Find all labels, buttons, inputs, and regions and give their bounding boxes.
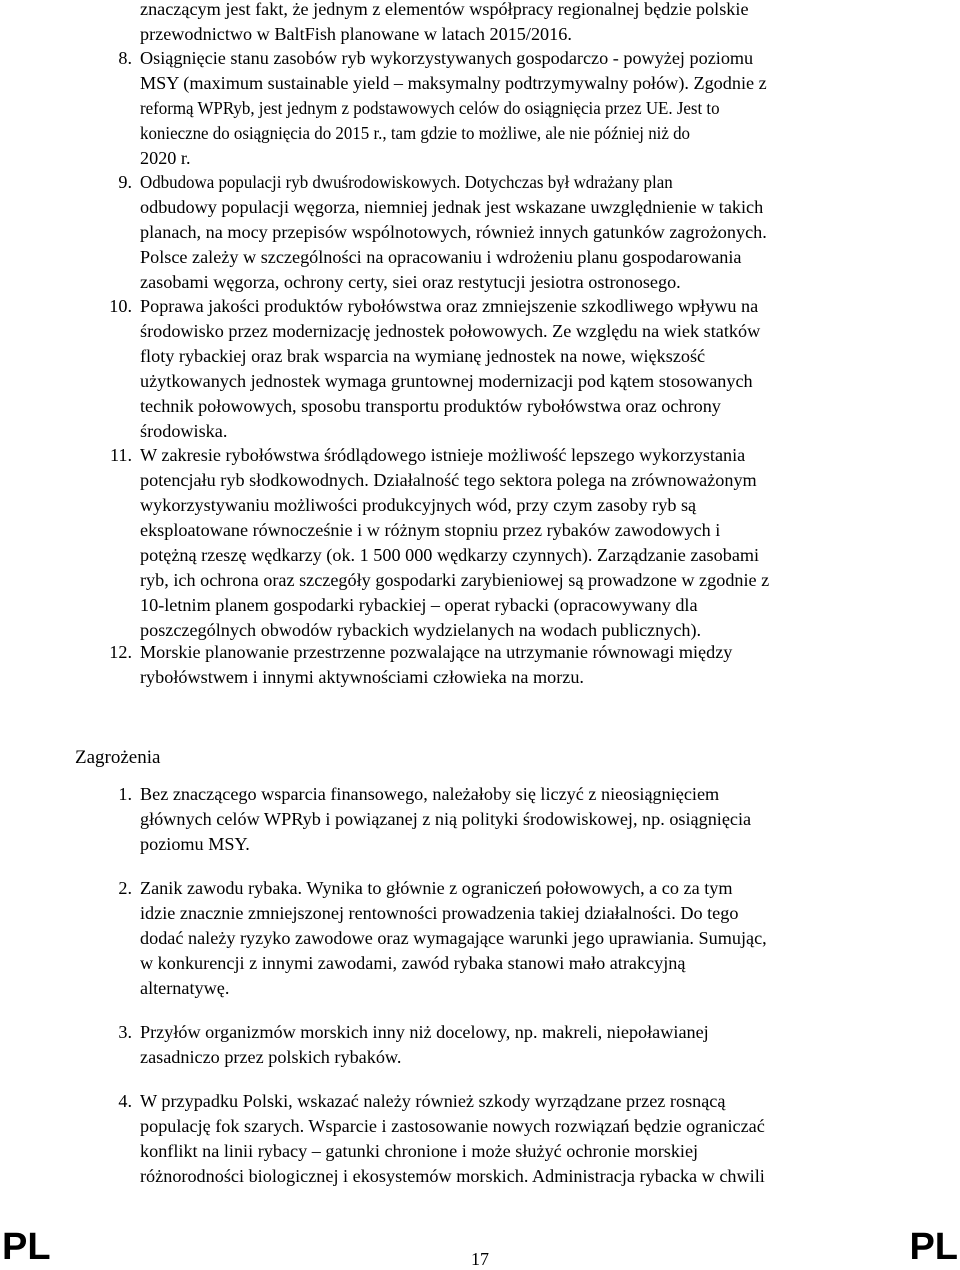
list-number: 2. bbox=[118, 878, 132, 898]
list-number: 3. bbox=[118, 1022, 132, 1042]
paragraph-line: technik połowowych, sposobu transportu produktów rybołówstwa oraz ochrony bbox=[140, 396, 721, 416]
paragraph-line: Bez znaczącego wsparcia finansowego, należałoby się liczyć z nieosiągnięciem bbox=[140, 784, 720, 804]
paragraph-line: dodać należy ryzyko zawodowe oraz wymagające warunki jego uprawiania. Sumując, bbox=[140, 928, 767, 948]
paragraph-line: znaczącym jest fakt, że jednym z elementów współpracy regionalnej będzie polskie bbox=[140, 0, 749, 19]
paragraph-line: Przyłów organizmów morskich inny niż docelowy, np. makreli, niepoławianej bbox=[140, 1022, 709, 1042]
paragraph-line: zasobami węgorza, ochrony certy, siei oraz restytucji jesiotra ostronosego. bbox=[140, 272, 681, 292]
paragraph-line: Zanik zawodu rybaka. Wynika to głównie z ograniczeń połowowych, a co za tym bbox=[140, 878, 733, 898]
footer-language-right: PL bbox=[909, 1226, 958, 1268]
paragraph-line: floty rybackiej oraz brak wsparcia na wymianę jednostek na nowe, większość bbox=[140, 346, 706, 366]
paragraph-line: środowiska. bbox=[140, 421, 228, 441]
paragraph-line: Morskie planowanie przestrzenne pozwalające na utrzymanie równowagi między bbox=[140, 642, 733, 662]
paragraph-line: eksploatowane równocześnie i w różnym stopniu przez rybaków zawodowych i bbox=[140, 520, 721, 540]
paragraph-line: zasadniczo przez polskich rybaków. bbox=[140, 1047, 402, 1067]
paragraph-line: konflikt na linii rybacy – gatunki chronione i może służyć ochronie morskiej bbox=[140, 1141, 699, 1161]
paragraph-line: alternatywę. bbox=[140, 978, 230, 998]
paragraph-line: reformą WPRyb, jest jednym z podstawowych celów do osiągnięcia przez UE. Jest to bbox=[140, 98, 720, 118]
paragraph-line: ryb, ich ochrona oraz szczegóły gospodarki zarybieniowej są prowadzone w zgodnie z bbox=[140, 570, 770, 590]
paragraph-line: W zakresie rybołówstwa śródlądowego istnieje możliwość lepszego wykorzystania bbox=[140, 445, 746, 465]
paragraph-line: przewodnictwo w BaltFish planowane w latach 2015/2016. bbox=[140, 24, 572, 44]
paragraph-line: 10-letnim planem gospodarki rybackiej – operat rybacki (opracowywany dla bbox=[140, 595, 698, 615]
paragraph-line: Poprawa jakości produktów rybołówstwa oraz zmniejszenie szkodliwego wpływu na bbox=[140, 296, 759, 316]
paragraph-line: wykorzystywaniu możliwości produkcyjnych wód, przy czym zasoby ryb są bbox=[140, 495, 697, 515]
paragraph-line: idzie znacznie zmniejszonej rentowności prowadzenia takiej działalności. Do tego bbox=[140, 903, 739, 923]
page-number: 17 bbox=[471, 1249, 489, 1269]
paragraph-line: MSY (maximum sustainable yield – maksymalny podtrzymywalny połów). Zgodnie z bbox=[140, 73, 767, 93]
section-heading: Zagrożenia bbox=[75, 747, 161, 768]
paragraph-line: w konkurencji z innymi zawodami, zawód rybaka stanowi mało atrakcyjną bbox=[140, 953, 686, 973]
list-number: 8. bbox=[118, 48, 132, 68]
paragraph-line: potężną rzeszę wędkarzy (ok. 1 500 000 wędkarzy czynnych). Zarządzanie zasobami bbox=[140, 545, 760, 565]
footer-language-left: PL bbox=[2, 1226, 51, 1268]
list-number: 10. bbox=[109, 296, 132, 316]
list-number: 12. bbox=[109, 642, 132, 662]
list-number: 11. bbox=[109, 445, 132, 465]
paragraph-line: 2020 r. bbox=[140, 148, 191, 168]
list-number: 9. bbox=[118, 172, 132, 192]
paragraph-line: głównych celów WPRyb i powiązanej z nią polityki środowiskowej, np. osiągnięcia bbox=[140, 809, 752, 829]
paragraph-line: Osiągnięcie stanu zasobów ryb wykorzystywanych gospodarczo - powyżej poziomu bbox=[140, 48, 754, 68]
paragraph-line: poszczególnych obwodów rybackich wydzielanych na wodach publicznych). bbox=[140, 620, 702, 640]
paragraph-line: potencjału ryb słodkowodnych. Działalność tego sektora polega na zrównoważonym bbox=[140, 470, 757, 490]
paragraph-line: środowisko przez modernizację jednostek połowowych. Ze względu na wiek statków bbox=[140, 321, 761, 341]
paragraph-line: rybołówstwem i innymi aktywnościami człowieka na morzu. bbox=[140, 667, 584, 687]
paragraph-line: konieczne do osiągnięcia do 2015 r., tam gdzie to możliwe, ale nie później niż do bbox=[140, 123, 691, 143]
paragraph-line: planach, na mocy przepisów wspólnotowych, również innych gatunków zagrożonych. bbox=[140, 222, 767, 242]
paragraph-line: użytkowanych jednostek wymaga gruntownej modernizacji pod kątem stosowanych bbox=[140, 371, 753, 391]
paragraph-line: Polsce zależy w szczególności na opracowaniu i wdrożeniu planu gospodarowania bbox=[140, 247, 742, 267]
paragraph-line: poziomu MSY. bbox=[140, 834, 250, 854]
paragraph-line: różnorodności biologicznej i ekosystemów morskich. Administracja rybacka w chwili bbox=[140, 1166, 765, 1186]
paragraph-line: populację fok szarych. Wsparcie i zastosowanie nowych rozwiązań będzie ograniczać bbox=[140, 1116, 765, 1136]
list-number: 1. bbox=[118, 784, 132, 804]
paragraph-line: W przypadku Polski, wskazać należy również szkody wyrządzane przez rosnącą bbox=[140, 1091, 726, 1111]
list-number: 4. bbox=[118, 1091, 132, 1111]
paragraph-line: Odbudowa populacji ryb dwuśrodowiskowych. Dotychczas był wdrażany plan bbox=[140, 172, 673, 192]
paragraph-line: odbudowy populacji węgorza, niemniej jednak jest wskazane uwzględnienie w takich bbox=[140, 197, 764, 217]
